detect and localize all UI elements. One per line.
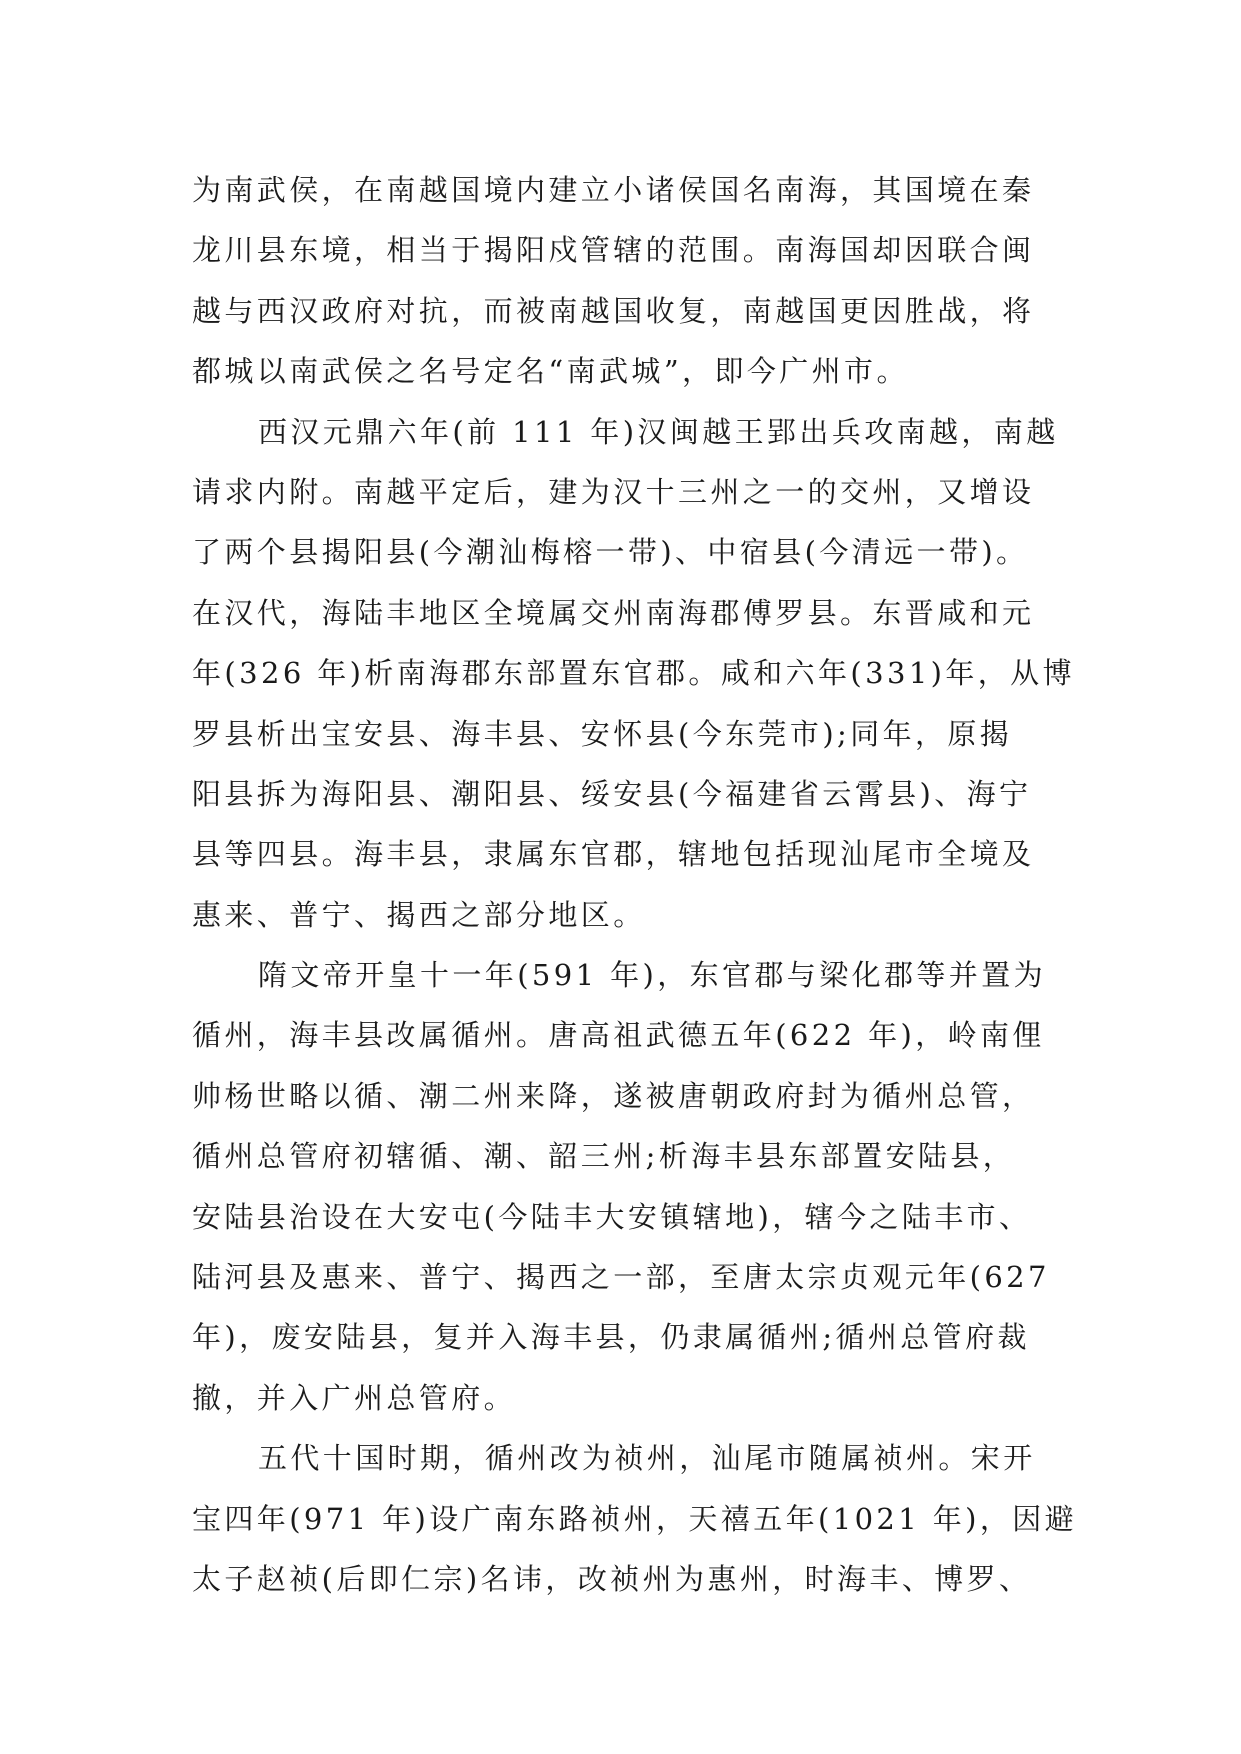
text-line: 安陆县治设在大安屯(今陆丰大安镇辖地)，辖今之陆丰市、 <box>192 1199 1032 1234</box>
text-line: 请求内附。南越平定后，建为汉十三州之一的交州，又增设 <box>192 474 1035 509</box>
text-line: 循州总管府初辖循、潮、韶三州;析海丰县东部置安陆县， <box>192 1139 1016 1174</box>
text-line: 越与西汉政府对抗，而被南越国收复，南越国更因胜战，将 <box>192 293 1035 328</box>
text-line: 宝四年(971 年)设广南东路祯州，天禧五年(1021 年)，因避 <box>192 1501 1078 1536</box>
paragraph-first-line: 隋文帝开皇十一年(591 年)，东官郡与梁化郡等并置为 <box>258 958 1046 993</box>
text-line: 太子赵祯(后即仁宗)名讳，改祯州为惠州，时海丰、博罗、 <box>192 1561 1032 1596</box>
text-line: 循州，海丰县改属循州。唐高祖武德五年(622 年)，岭南俚 <box>192 1018 1045 1053</box>
text-line: 在汉代，海陆丰地区全境属交州南海郡傅罗县。东晋咸和元 <box>192 595 1035 630</box>
document-body <box>192 160 1078 1609</box>
text-line: 阳县拆为海阳县、潮阳县、绥安县(今福建省云霄县)、海宁 <box>192 776 1032 811</box>
text-line: 惠来、普宁、揭西之部分地区。 <box>192 897 646 932</box>
text-line: 龙川县东境，相当于揭阳戍管辖的范围。南海国却因联合闽 <box>192 233 1035 268</box>
text-line: 帅杨世略以循、潮二州来降，遂被唐朝政府封为循州总管， <box>192 1078 1035 1113</box>
text-line: 年)，废安陆县，复并入海丰县，仍隶属循州;循州总管府裁 <box>192 1320 1030 1355</box>
text-line: 撤，并入广州总管府。 <box>192 1380 517 1415</box>
text-line: 罗县析出宝安县、海丰县、安怀县(今东莞市);同年，原揭 <box>192 716 1013 751</box>
text-line: 都城以南武侯之名号定名“南武城”，即今广州市。 <box>192 354 909 389</box>
paragraph-first-line: 五代十国时期，循州改为祯州，汕尾市随属祯州。宋开 <box>258 1441 1036 1476</box>
paragraph-first-line: 西汉元鼎六年(前 111 年)汉闽越王郢出兵攻南越，南越 <box>258 414 1059 449</box>
text-line: 了两个县揭阳县(今潮汕梅榕一带)、中宿县(今清远一带)。 <box>192 535 1029 570</box>
text-line: 陆河县及惠来、普宁、揭西之一部，至唐太宗贞观元年(627 <box>192 1260 1050 1295</box>
text-line: 为南武侯，在南越国境内建立小诸侯国名南海，其国境在秦 <box>192 173 1035 207</box>
text-line: 县等四县。海丰县，隶属东官郡，辖地包括现汕尾市全境及 <box>192 837 1035 872</box>
text-line: 年(326 年)析南海郡东部置东官郡。咸和六年(331)年，从博 <box>192 656 1075 691</box>
